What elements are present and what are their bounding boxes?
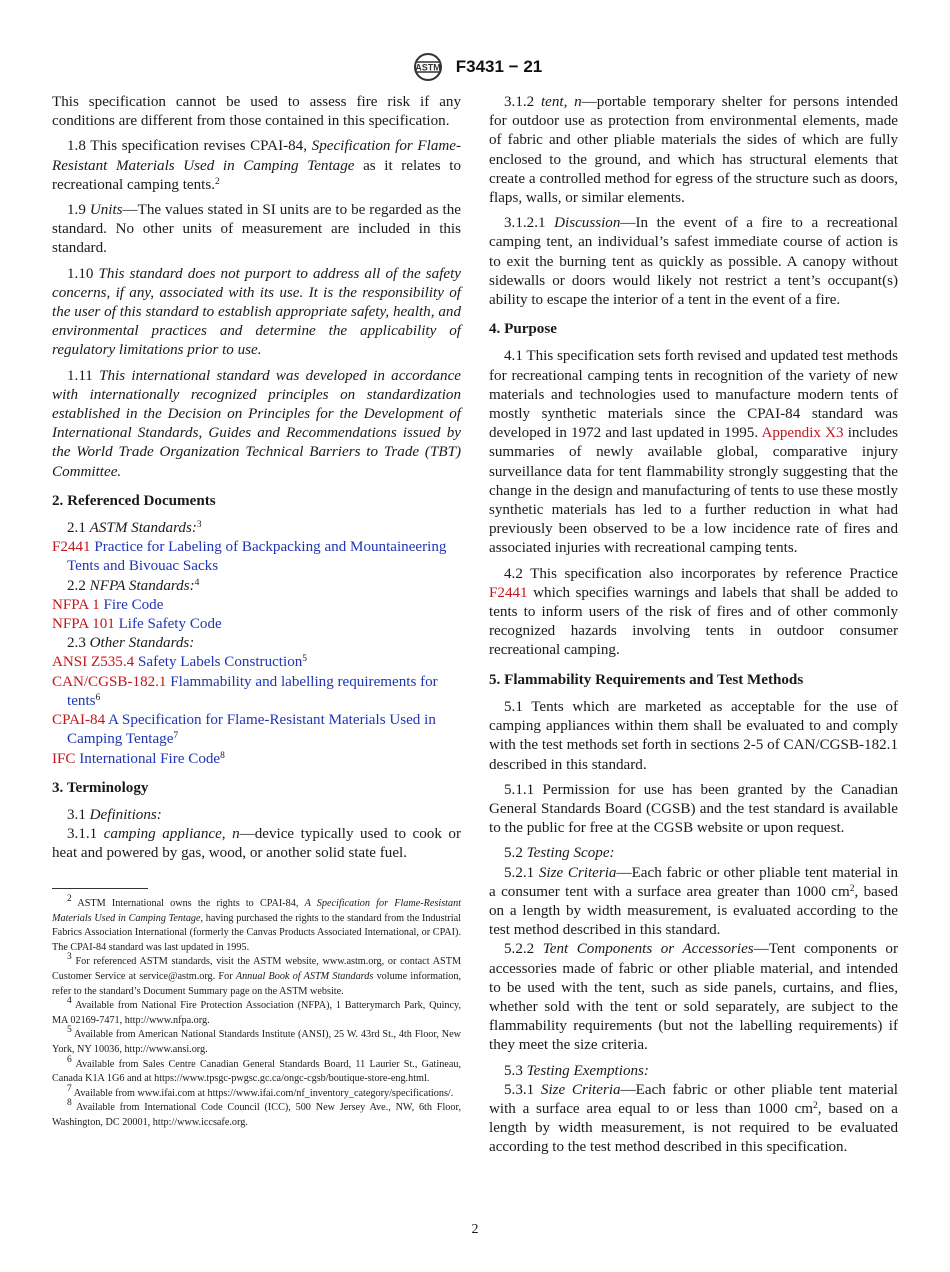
appendix-x3-link[interactable]: Appendix X3	[761, 425, 844, 442]
f2441-link[interactable]: F2441	[489, 584, 528, 601]
footnote-2: $^2$ ASTM International owns the rights to CPAI-84, A Specification for Flame-Resistant Materials Used in Camping Tentage, having purchased the rights to the standard from the Industrial Fabrics Association International (formerly the Canvas Products Associated International, or CPAI). The CPAI-84 standard was last updated in 1995.	[52, 894, 462, 953]
intro-continuation: This specification cannot be used to assess fire risk if any conditions are different from those contained in this specification.	[52, 94, 461, 130]
page-number: 2	[471, 1222, 479, 1237]
astm-logo-icon	[408, 52, 448, 82]
designation: F3431 − 21	[455, 57, 543, 76]
section-2-2: 2.2 NFPA Standards:$^4$	[67, 577, 200, 594]
section-3-1-2-1: 3.1.2.1 Discussion—In the event of a fire to a recreational camping tent, an individual’s safest immediate course of action is to exit the burning tent as quickly as possible. A canopy without sidewalls or doors would likely not restrict a tent’s occupant(s) ability to escape the interior of a tent in the event of a fire.	[489, 215, 898, 309]
section-2-1: 2.1 ASTM Standards:$^3$	[67, 520, 202, 537]
footnote-8: $^8$ Available from International Code Council (ICC), 500 New Jersey Ave., NW, 6th Floor, Washington, DC 20001, http://www.iccsafe.org.	[52, 1098, 462, 1128]
section-5-2-1: 5.2.1 Size Criteria—Each fabric or other pliable tent material in a consumer tent with a surface area greater than 1000 $cm^2$, based on a length by width measurement, is evaluated according to the test method described in this standard.	[489, 864, 899, 939]
section-3-1: 3.1 Definitions:	[67, 806, 162, 823]
section-4-1: 4.1 This specification sets forth revised and updated test methods for recreational camping tents in recognition of the variety of new materials and technologies used to manufacture modern tents of mostly synthetic materials since the CPAI-84 standard was developed in 1972 and last updated in 1995. Appendix X3 includes summaries of newly available global, comparative injury surveillance data for tent flammability strongly suggesting that the change in the design and manufacturing of tents to use these mostly synthetic materials has led to a further reduction in what had previously been observed to be a low incidence rate of fires and associated injuries with recreational camping tents.	[489, 348, 898, 557]
ref-cgsb-link[interactable]: CAN/CGSB-182.1 Flammability and labelling requirements for tents$^6$	[52, 673, 438, 709]
footnote-6: $^6$ Available from Sales Centre Canadian General Standards Board, 11 Laurier St., Gatineau, Canada K1A 1G6 and at https://www.tpsgc-pwgsc.gc.ca/ongc-cgsb/boutique-store-eng.html.	[52, 1054, 461, 1085]
footnote-3: $^3$ For referenced ASTM standards, visit the ASTM website, www.astm.org, or contact ASTM Customer Service at service@astm.org. For Annual Book of ASTM Standards volume information, refer to the standard’s Document Summary page on the ASTM website.	[52, 952, 462, 997]
footnote-4: $^4$ Available from National Fire Protection Association (NFPA), 1 Batterymarch Park, Quincy, MA 02169-7471, http://www.nfpa.org.	[52, 996, 462, 1026]
ref-f2441-link[interactable]: F2441 Practice for Labeling of Backpacking and Mountaineering Tents and Bivouac Sacks	[52, 539, 447, 575]
right-column	[489, 93, 898, 1158]
section-5-1-1: 5.1.1 Permission for use has been granted by the Canadian General Standards Board (CGSB) and the test standard is available to the public for free at the CGSB website or upon request.	[489, 781, 898, 837]
section-5-3: 5.3 Testing Exemptions:	[504, 1062, 649, 1079]
ref-nfpa1-link[interactable]: NFPA 1 Fire Code	[52, 596, 164, 613]
ref-cpai-link[interactable]: CPAI-84 A Specification for Flame-Resistant Materials Used in Camping Tentage$^7$	[52, 712, 436, 748]
heading-flammability: 5. Flammability Requirements and Test Methods	[489, 671, 804, 688]
heading-referenced-documents: 2. Referenced Documents	[52, 492, 216, 509]
section-1-11: 1.11 This international standard was developed in accordance with internationally recognized principles on standardization established in the Decision on Principles for the Development of International Standards, Guides and Recommendations issued by the World Trade Organization Technical Barriers to Trade (TBT) Committee.	[52, 367, 461, 480]
section-3-1-1: 3.1.1 camping appliance, n—device typically used to cook or heat and powered by gas, wood, or another solid state fuel.	[52, 826, 461, 862]
section-4-2: 4.2 This specification also incorporates by reference Practice F2441 which specifies warnings and labels that shall be added to tents to inform users of the risk of fires and of other commonly recognized hazards involving tents in outdoor consumer recreational camping.	[489, 565, 899, 659]
section-1-9: 1.9 Units—The values stated in SI units are to be regarded as the standard. No other units of measurement are included in this standard.	[52, 202, 461, 257]
section-5-1: 5.1 Tents which are marketed as acceptable for the use of camping appliances within them shall be evaluated to and comply with the test methods set forth in sections 2-5 of CAN/CGSB-182.1 described in this standard.	[489, 698, 898, 773]
section-5-2-2: 5.2.2 Tent Components or Accessories—Tent components or accessories made of fabric or other pliable material, and intended to be used with the tent, such as side panels, curtains, and flies, whether sold with the tent or sold separately, are subject to the flammability requirements (but not the labelling requirements) if they meet the size criteria.	[489, 941, 898, 1054]
footnote-7: $^7$ Available from www.ifai.com at https://www.ifai.com/nf_inventory_category/specifications/.	[67, 1083, 454, 1099]
footnote-5: $^5$ Available from American National Standards Institute (ANSI), 25 W. 43rd St., 4th Floor, New York, NY 10036, http://www.ansi.org.	[52, 1025, 462, 1055]
section-2-3: 2.3 Other Standards:	[67, 635, 195, 652]
section-1-10: 1.10 This standard does not purport to address all of the safety concerns, if any, associated with its use. It is the responsibility of the user of this standard to establish appropriate safety, health, and environmental practices and determine the applicability of regulatory limitations prior to use.	[52, 265, 462, 359]
ref-ifc-link[interactable]: IFC International Fire Code$^8$	[52, 750, 225, 767]
section-3-1-2: 3.1.2 tent, n—portable temporary shelter for persons intended for outdoor use as protection from environmental elements, made of fabric and other pliable materials the sides of which are fully enclosed to the ground, and which has structural elements that create a controlled method for egress of the structure such as doors, flaps, walls, or similar elements.	[489, 94, 898, 207]
footnotes	[52, 894, 462, 1131]
ref-nfpa101-link[interactable]: NFPA 101 Life Safety Code	[52, 616, 222, 633]
section-1-8: 1.8 This specification revises CPAI-84, Specification for Flame-Resistant Materials Used in Camping Tentage as it relates to recreational camping tents.$^2$	[52, 138, 462, 193]
ref-ansi-link[interactable]: ANSI Z535.4 Safety Labels Construction$^5$	[52, 654, 308, 671]
section-5-2: 5.2 Testing Scope:	[504, 845, 615, 862]
heading-purpose: 4. Purpose	[489, 321, 557, 338]
page-header	[0, 52, 950, 82]
left-column	[52, 93, 461, 864]
section-5-3-1: 5.3.1 Size Criteria—Each fabric or other pliable tent material with a surface area equal to or less than 1000 $cm^2$, based on a length by width measurement, is not required to be evaluated according to the test method described in this specification.	[489, 1081, 898, 1156]
svg-text:ASTM: ASTM	[415, 62, 441, 73]
footnote-divider	[52, 888, 148, 889]
heading-terminology: 3. Terminology	[52, 779, 149, 796]
